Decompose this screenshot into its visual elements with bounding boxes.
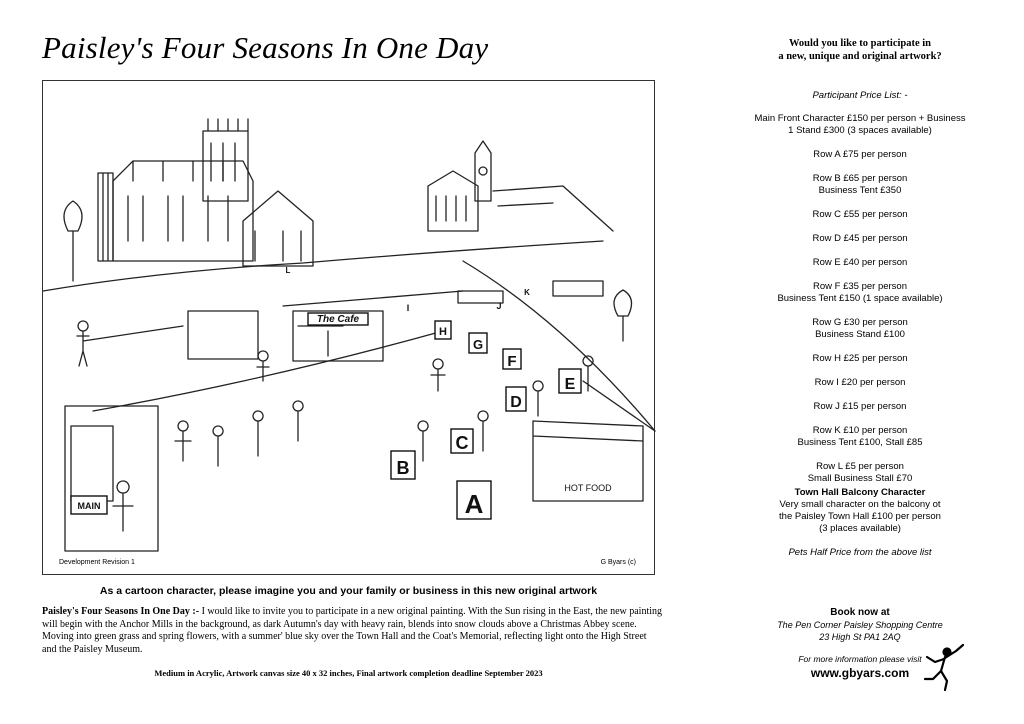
hot-food-sign: HOT FOOD [564, 483, 612, 493]
booking-heading: Book now at [830, 607, 890, 618]
price-line: Very small character on the balcony ot [779, 499, 941, 510]
medium-line: Medium in Acrylic, Artwork canvas size 40 x 32 inches, Final artwork completion deadline September 2023 [154, 668, 543, 678]
artwork-subtitle: As a cartoon character, please imagine you and your family or business in this new original artwork [99, 585, 598, 597]
price-list [712, 90, 1008, 559]
price-item-row-a [712, 149, 1008, 161]
price-line: Row J £15 per person [813, 401, 907, 412]
sign-e: E [564, 376, 576, 393]
sign-f: F [507, 353, 517, 370]
price-item-main [712, 113, 1008, 137]
copyright-label: G Byars (c) [600, 559, 636, 566]
price-item-row-d [712, 233, 1008, 245]
description-lead: Paisley's Four Seasons In One Day :- [42, 606, 200, 617]
price-item-row-e [712, 257, 1008, 269]
description-body: I would like to invite you to participate in a new original painting. With the Sun rising in the East, the new painting will begin with the Anchor Mills in the background, as dark Autumn's day with heavy rain, blends into snow clouds above a Christmas Abbey scene. Moving into green grass and spring flowers, with a summer' blue sky over the Town Hall and the Coat's Memorial, reflecting light onto the High Street and the Paisley Museum. [42, 606, 663, 655]
sign-a: A [464, 489, 484, 519]
price-item-row-b [712, 173, 1008, 197]
invite-line-1: Would you like to participate in [788, 38, 932, 49]
price-line: Small Business Stall £70 [807, 473, 913, 484]
price-item-row-c [712, 209, 1008, 221]
price-line: Row K £10 per person [812, 425, 908, 436]
price-line: Row C £55 per person [812, 209, 908, 220]
website-link[interactable]: www.gbyars.com [810, 666, 910, 680]
price-item-row-h [712, 353, 1008, 365]
sign-b: B [396, 458, 410, 478]
price-line: Row D £45 per person [812, 233, 908, 244]
price-item-balcony [712, 487, 1008, 535]
price-line: Row I £20 per person [814, 377, 906, 388]
price-line: Business Stand £100 [815, 329, 905, 340]
price-item-row-k [712, 425, 1008, 449]
price-item-row-l [712, 461, 1008, 485]
pets-note: Pets Half Price from the above list [788, 547, 932, 558]
cafe-sign: The Cafe [316, 314, 360, 325]
price-line: Row A £75 per person [813, 149, 907, 160]
sign-g: G [472, 337, 484, 352]
price-line: Row E £40 per person [812, 257, 908, 268]
price-line: 1 Stand £300 (3 spaces available) [788, 125, 932, 136]
sign-d: D [510, 394, 522, 411]
price-line: Row G £30 per person [812, 317, 908, 328]
invite-heading [712, 37, 1008, 63]
page-title: Paisley's Four Seasons In One Day [42, 30, 489, 65]
sign-i: I [406, 303, 410, 313]
price-line: Row L £5 per person [816, 461, 904, 472]
price-line: Business Tent £100, Stall £85 [797, 437, 923, 448]
revision-label: Development Revision 1 [59, 559, 135, 566]
artwork-sketch [42, 80, 655, 575]
price-line: Business Tent £150 (1 space available) [777, 293, 943, 304]
booking-info [712, 607, 1008, 643]
price-line: (3 places available) [819, 523, 901, 534]
balcony-title: Town Hall Balcony Character [794, 487, 926, 498]
price-list-header: Participant Price List: - [812, 90, 908, 101]
price-item-row-f [712, 281, 1008, 305]
price-item-row-g [712, 317, 1008, 341]
invite-line-2: a new, unique and original artwork? [778, 51, 942, 62]
price-line: Row B £65 per person [812, 173, 908, 184]
price-line: Business Tent £350 [818, 185, 902, 196]
booking-venue: The Pen Corner Paisley Shopping Centre [777, 620, 943, 630]
sign-l: L [285, 266, 291, 275]
price-line: Row H £25 per person [812, 353, 908, 364]
sign-h: H [439, 326, 447, 338]
price-line: Main Front Character £150 per person + Business [754, 113, 966, 124]
town-sketch [43, 81, 656, 576]
sign-k: K [524, 288, 530, 297]
price-line: the Paisley Town Hall £100 per person [779, 511, 941, 522]
sign-j: J [496, 301, 502, 311]
visit-text: For more information please visit [798, 654, 922, 664]
sign-c: C [455, 433, 469, 453]
dancer-logo-icon [923, 643, 965, 693]
description [42, 606, 662, 656]
price-item-row-i [712, 377, 1008, 389]
price-line: Row F £35 per person [813, 281, 907, 292]
price-item-row-j [712, 401, 1008, 413]
booking-address: 23 High St PA1 2AQ [819, 632, 901, 642]
sign-main: MAIN [77, 501, 101, 511]
